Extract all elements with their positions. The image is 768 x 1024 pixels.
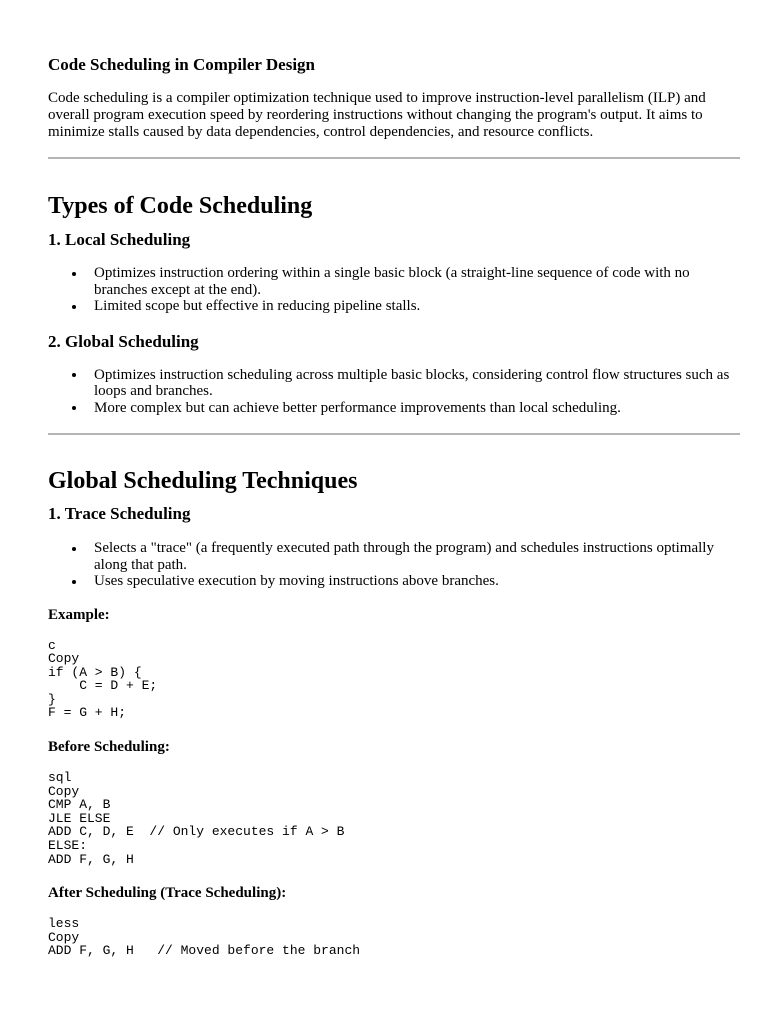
list-item: Uses speculative execution by moving instructions above branches. bbox=[94, 573, 740, 590]
before-scheduling-code-block: sql Copy CMP A, B JLE ELSE ADD C, D, E // Only executes if A > B ELSE: ADD F, G, H bbox=[48, 770, 345, 867]
list-item: Optimizes instruction ordering within a single basic block (a straight-line sequence of code with no branches except at the end). bbox=[94, 265, 740, 298]
example-code-block: c Copy if (A > B) { C = D + E; } F = G + H; bbox=[48, 637, 158, 721]
techniques-heading: Global Scheduling Techniques bbox=[48, 468, 358, 494]
document-title: Code Scheduling in Compiler Design bbox=[48, 55, 316, 74]
global-scheduling-list bbox=[48, 367, 740, 417]
trace-scheduling-list bbox=[48, 540, 740, 590]
intro-paragraph: Code scheduling is a compiler optimization technique used to improve instruction-level parallelism (ILP) and overall program execution speed by reordering instructions without changing the program's output. It aims to minimize stalls caused by data dependencies, control dependencies, and resource conflicts. bbox=[48, 90, 706, 140]
example-label: Example: bbox=[48, 606, 110, 623]
after-scheduling-label: After Scheduling (Trace Scheduling): bbox=[48, 885, 287, 902]
section-divider bbox=[48, 157, 740, 159]
local-scheduling-heading: 1. Local Scheduling bbox=[48, 230, 191, 249]
local-scheduling-list bbox=[48, 265, 740, 315]
list-item: More complex but can achieve better performance improvements than local scheduling. bbox=[94, 400, 740, 417]
trace-scheduling-heading: 1. Trace Scheduling bbox=[48, 504, 191, 523]
after-scheduling-code-block: less Copy ADD F, G, H // Moved before the branch bbox=[48, 916, 361, 959]
before-scheduling-label: Before Scheduling: bbox=[48, 739, 170, 756]
global-scheduling-heading: 2. Global Scheduling bbox=[48, 331, 199, 351]
list-item: Limited scope but effective in reducing pipeline stalls. bbox=[94, 298, 740, 315]
section-divider bbox=[48, 433, 740, 435]
types-heading: Types of Code Scheduling bbox=[48, 193, 313, 219]
list-item: Optimizes instruction scheduling across multiple basic blocks, considering control flow structures such as loops and branches. bbox=[94, 367, 740, 400]
list-item: Selects a "trace" (a frequently executed path through the program) and schedules instructions optimally along that path. bbox=[94, 540, 740, 573]
